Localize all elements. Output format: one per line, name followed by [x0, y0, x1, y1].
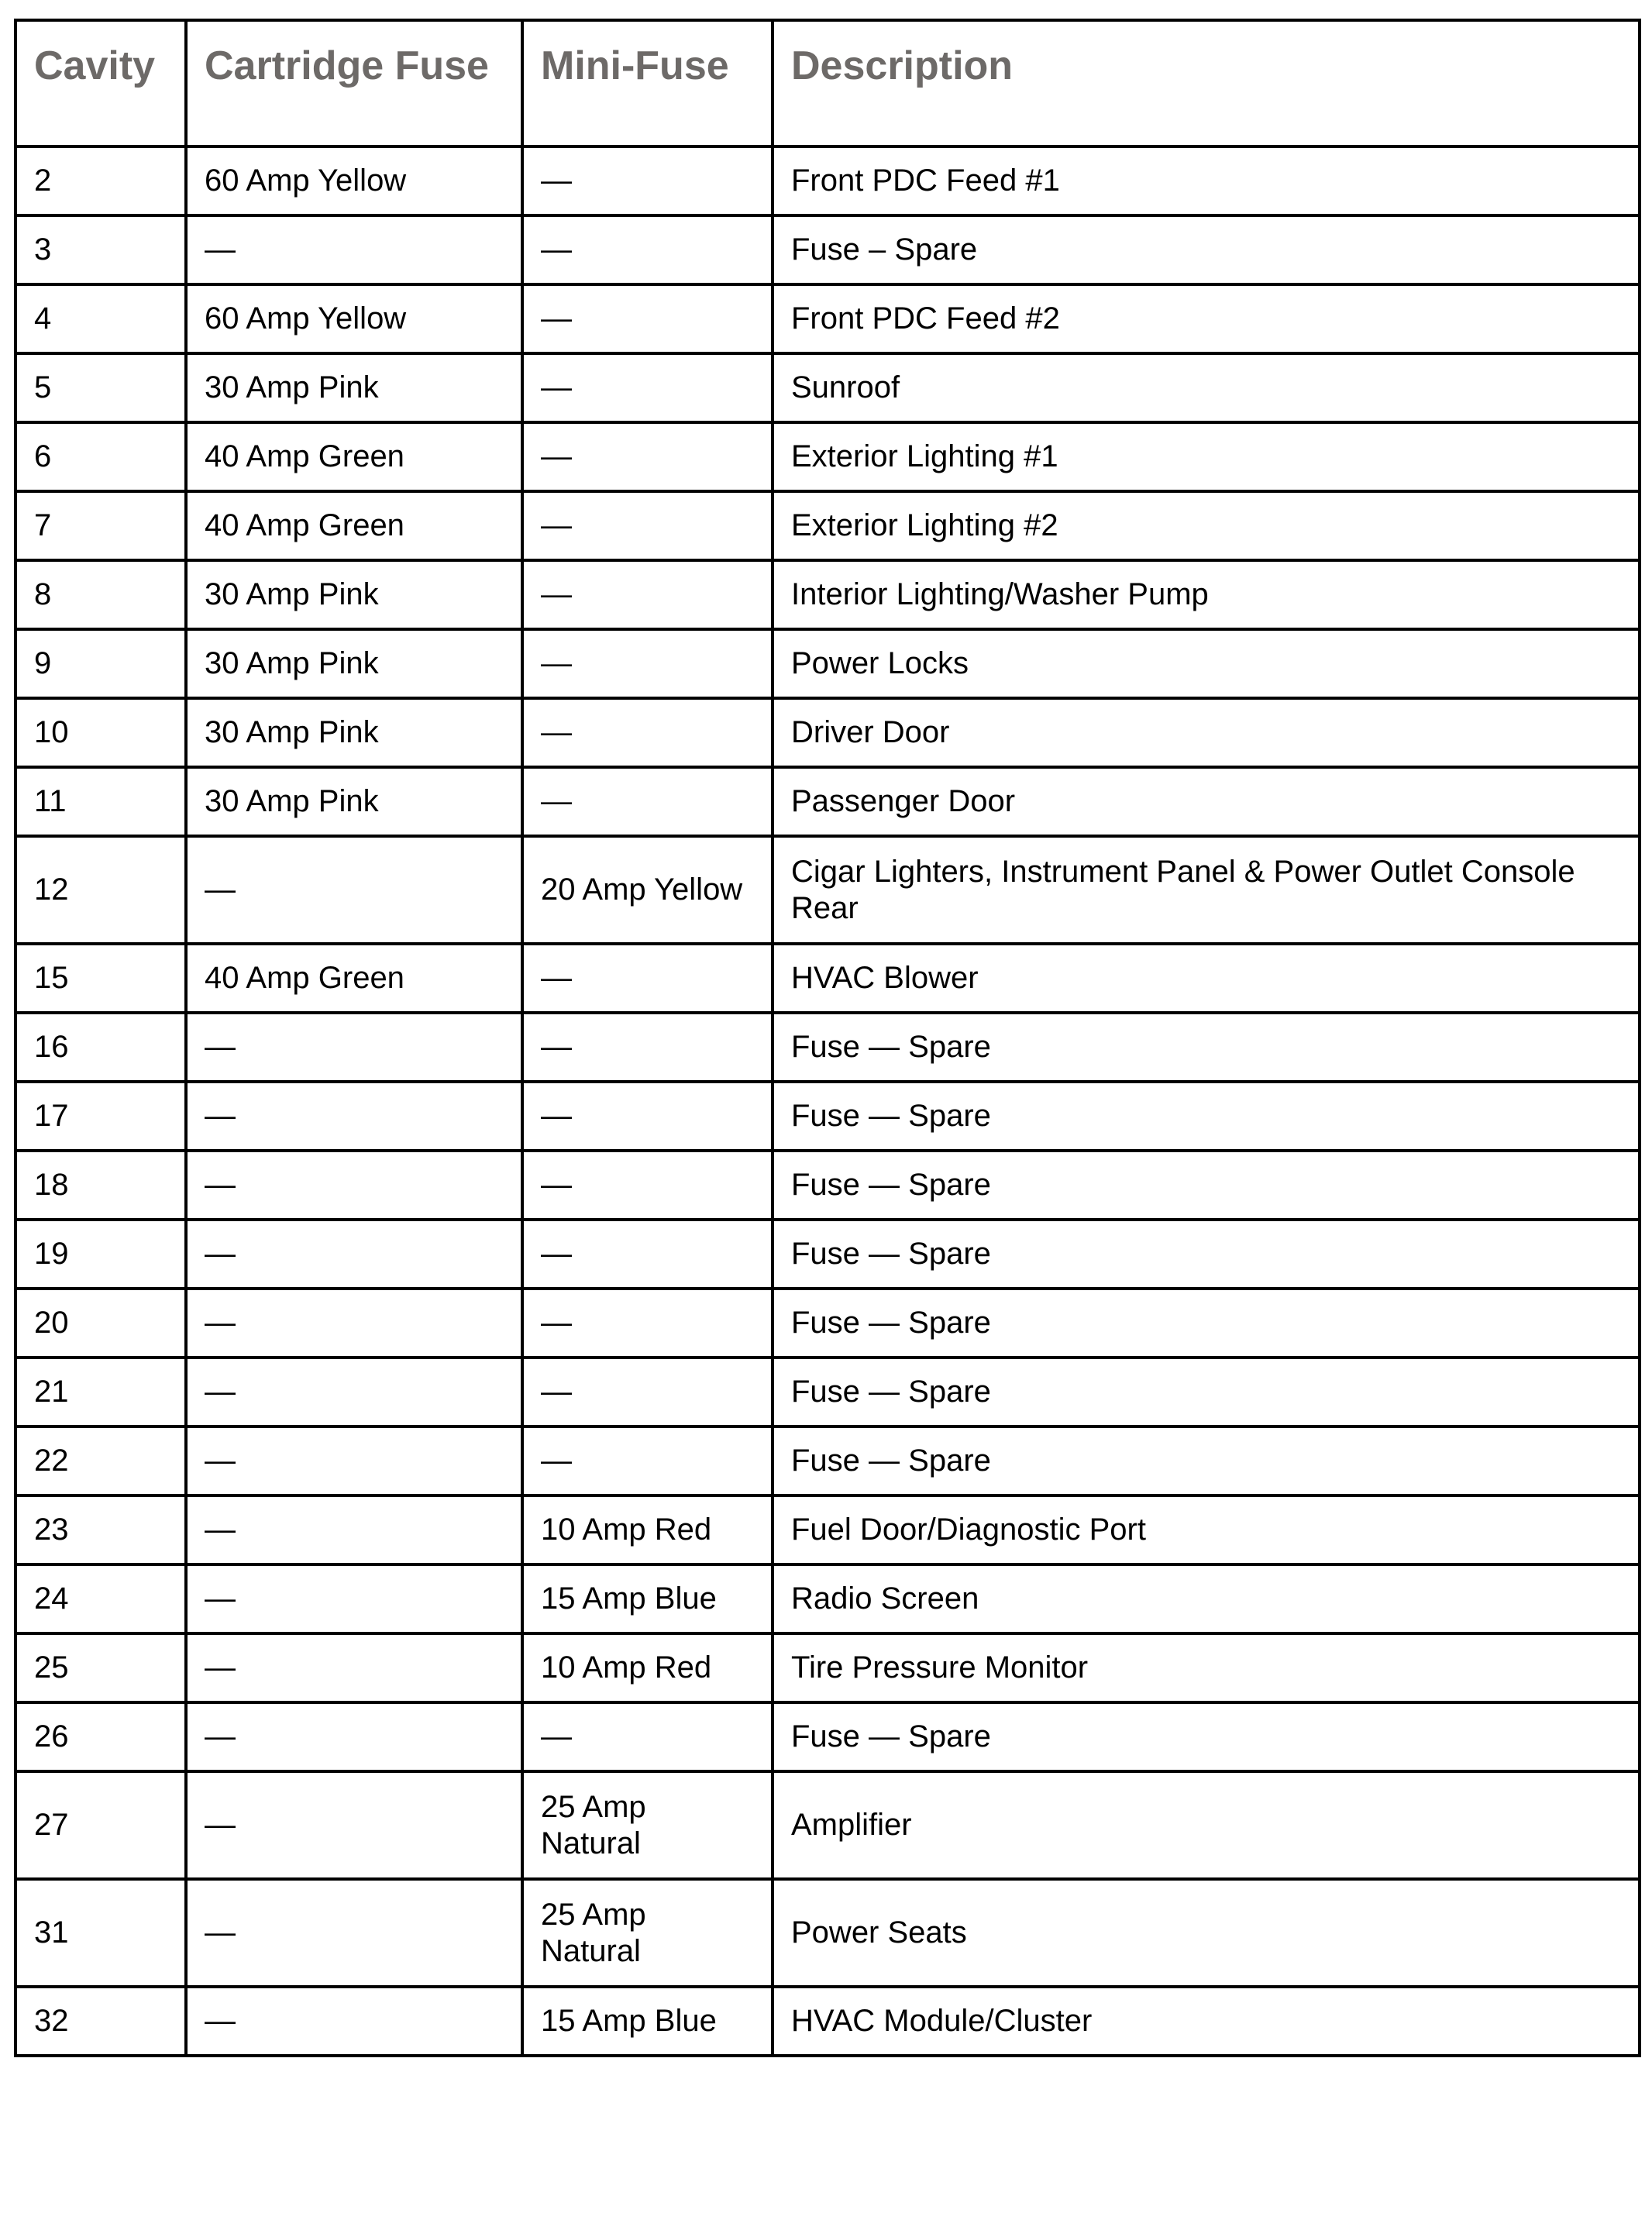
cell-mini-fuse: 10 Amp Red: [522, 1633, 773, 1702]
cell-description: Front PDC Feed #2: [773, 284, 1640, 353]
table-row: [15, 353, 1640, 422]
cell-mini-fuse: —: [522, 944, 773, 1013]
cell-mini-fuse: —: [522, 1013, 773, 1082]
cell-mini-fuse: —: [522, 1220, 773, 1289]
table-row: [15, 767, 1640, 836]
table-header-row: [15, 20, 1640, 146]
cell-cavity: 4: [15, 284, 186, 353]
cell-cavity: 3: [15, 215, 186, 284]
cell-cavity: 16: [15, 1013, 186, 1082]
table-row: [15, 1633, 1640, 1702]
cell-cartridge-fuse: 40 Amp Green: [186, 491, 522, 560]
header-cartridge-fuse: Cartridge Fuse: [186, 20, 522, 146]
cell-cavity: 32: [15, 1987, 186, 2056]
cell-description: Cigar Lighters, Instrument Panel & Power Outlet Console Rear: [773, 836, 1640, 944]
cell-mini-fuse: —: [522, 1082, 773, 1151]
cell-mini-fuse: —: [522, 284, 773, 353]
cell-cavity: 12: [15, 836, 186, 944]
table-row: [15, 1771, 1640, 1879]
cell-cavity: 19: [15, 1220, 186, 1289]
cell-cartridge-fuse: 30 Amp Pink: [186, 560, 522, 629]
cell-cavity: 23: [15, 1495, 186, 1564]
cell-description: Fuse — Spare: [773, 1358, 1640, 1427]
table-row: [15, 1987, 1640, 2056]
cell-cartridge-fuse: —: [186, 215, 522, 284]
cell-description: Fuse — Spare: [773, 1289, 1640, 1358]
cell-description: Front PDC Feed #1: [773, 146, 1640, 215]
table-row: [15, 1564, 1640, 1633]
cell-mini-fuse: 25 Amp Natural: [522, 1879, 773, 1987]
cell-cartridge-fuse: 60 Amp Yellow: [186, 284, 522, 353]
cell-cartridge-fuse: —: [186, 1564, 522, 1633]
cell-description: Power Locks: [773, 629, 1640, 698]
cell-mini-fuse: —: [522, 491, 773, 560]
cell-cavity: 21: [15, 1358, 186, 1427]
table-row: [15, 1289, 1640, 1358]
cell-cartridge-fuse: —: [186, 836, 522, 944]
cell-cartridge-fuse: 30 Amp Pink: [186, 353, 522, 422]
fuse-table-container: [14, 19, 1641, 2057]
cell-cartridge-fuse: —: [186, 1987, 522, 2056]
cell-description: Exterior Lighting #1: [773, 422, 1640, 491]
cell-mini-fuse: 20 Amp Yellow: [522, 836, 773, 944]
cell-mini-fuse: —: [522, 560, 773, 629]
cell-cartridge-fuse: 30 Amp Pink: [186, 629, 522, 698]
cell-description: Tire Pressure Monitor: [773, 1633, 1640, 1702]
cell-mini-fuse: —: [522, 422, 773, 491]
cell-cavity: 22: [15, 1427, 186, 1495]
cell-cavity: 25: [15, 1633, 186, 1702]
table-row: [15, 422, 1640, 491]
cell-cartridge-fuse: —: [186, 1771, 522, 1879]
table-row: [15, 698, 1640, 767]
header-mini-fuse: Mini-Fuse: [522, 20, 773, 146]
table-row: [15, 629, 1640, 698]
cell-mini-fuse: 15 Amp Blue: [522, 1987, 773, 2056]
cell-cavity: 6: [15, 422, 186, 491]
header-cavity: Cavity: [15, 20, 186, 146]
cell-description: Fuse — Spare: [773, 1082, 1640, 1151]
cell-cavity: 10: [15, 698, 186, 767]
fuse-table: [14, 19, 1641, 2057]
table-row: [15, 215, 1640, 284]
cell-cartridge-fuse: —: [186, 1633, 522, 1702]
table-row: [15, 560, 1640, 629]
cell-description: Fuse – Spare: [773, 215, 1640, 284]
cell-mini-fuse: —: [522, 629, 773, 698]
cell-mini-fuse: 15 Amp Blue: [522, 1564, 773, 1633]
cell-description: Fuse — Spare: [773, 1220, 1640, 1289]
cell-description: Driver Door: [773, 698, 1640, 767]
table-row: [15, 146, 1640, 215]
cell-description: Fuel Door/Diagnostic Port: [773, 1495, 1640, 1564]
table-row: [15, 1220, 1640, 1289]
cell-description: Amplifier: [773, 1771, 1640, 1879]
table-row: [15, 284, 1640, 353]
cell-cavity: 15: [15, 944, 186, 1013]
cell-description: Power Seats: [773, 1879, 1640, 1987]
cell-cartridge-fuse: 30 Amp Pink: [186, 698, 522, 767]
cell-cavity: 7: [15, 491, 186, 560]
cell-mini-fuse: 25 Amp Natural: [522, 1771, 773, 1879]
cell-cartridge-fuse: 40 Amp Green: [186, 944, 522, 1013]
cell-description: HVAC Module/Cluster: [773, 1987, 1640, 2056]
cell-description: Sunroof: [773, 353, 1640, 422]
cell-mini-fuse: 10 Amp Red: [522, 1495, 773, 1564]
cell-mini-fuse: —: [522, 1702, 773, 1771]
cell-description: Fuse — Spare: [773, 1702, 1640, 1771]
cell-mini-fuse: —: [522, 146, 773, 215]
cell-cavity: 31: [15, 1879, 186, 1987]
cell-cartridge-fuse: 30 Amp Pink: [186, 767, 522, 836]
cell-cartridge-fuse: —: [186, 1879, 522, 1987]
table-row: [15, 1151, 1640, 1220]
cell-cavity: 5: [15, 353, 186, 422]
header-description: Description: [773, 20, 1640, 146]
cell-mini-fuse: —: [522, 1289, 773, 1358]
cell-cartridge-fuse: —: [186, 1495, 522, 1564]
cell-cavity: 24: [15, 1564, 186, 1633]
cell-cartridge-fuse: —: [186, 1082, 522, 1151]
cell-cartridge-fuse: 60 Amp Yellow: [186, 146, 522, 215]
table-row: [15, 1427, 1640, 1495]
table-body: [15, 146, 1640, 2056]
cell-cartridge-fuse: —: [186, 1289, 522, 1358]
cell-mini-fuse: —: [522, 215, 773, 284]
cell-description: Fuse — Spare: [773, 1151, 1640, 1220]
cell-cartridge-fuse: 40 Amp Green: [186, 422, 522, 491]
table-row: [15, 1358, 1640, 1427]
cell-description: Passenger Door: [773, 767, 1640, 836]
cell-cavity: 26: [15, 1702, 186, 1771]
cell-description: Radio Screen: [773, 1564, 1640, 1633]
table-row: [15, 1082, 1640, 1151]
cell-mini-fuse: —: [522, 1358, 773, 1427]
table-row: [15, 836, 1640, 944]
cell-mini-fuse: —: [522, 353, 773, 422]
cell-cavity: 8: [15, 560, 186, 629]
cell-cavity: 17: [15, 1082, 186, 1151]
cell-cavity: 2: [15, 146, 186, 215]
cell-description: Fuse — Spare: [773, 1427, 1640, 1495]
cell-mini-fuse: —: [522, 767, 773, 836]
cell-cavity: 27: [15, 1771, 186, 1879]
cell-description: Interior Lighting/Washer Pump: [773, 560, 1640, 629]
table-row: [15, 1702, 1640, 1771]
cell-mini-fuse: —: [522, 698, 773, 767]
cell-cavity: 11: [15, 767, 186, 836]
table-row: [15, 1013, 1640, 1082]
cell-mini-fuse: —: [522, 1151, 773, 1220]
table-row: [15, 1879, 1640, 1987]
cell-cartridge-fuse: —: [186, 1220, 522, 1289]
cell-description: Fuse — Spare: [773, 1013, 1640, 1082]
cell-cavity: 20: [15, 1289, 186, 1358]
table-row: [15, 944, 1640, 1013]
cell-description: Exterior Lighting #2: [773, 491, 1640, 560]
table-row: [15, 491, 1640, 560]
cell-cavity: 18: [15, 1151, 186, 1220]
cell-cartridge-fuse: —: [186, 1427, 522, 1495]
cell-cartridge-fuse: —: [186, 1702, 522, 1771]
cell-cartridge-fuse: —: [186, 1013, 522, 1082]
cell-cartridge-fuse: —: [186, 1151, 522, 1220]
cell-description: HVAC Blower: [773, 944, 1640, 1013]
cell-cavity: 9: [15, 629, 186, 698]
table-row: [15, 1495, 1640, 1564]
cell-mini-fuse: —: [522, 1427, 773, 1495]
cell-cartridge-fuse: —: [186, 1358, 522, 1427]
